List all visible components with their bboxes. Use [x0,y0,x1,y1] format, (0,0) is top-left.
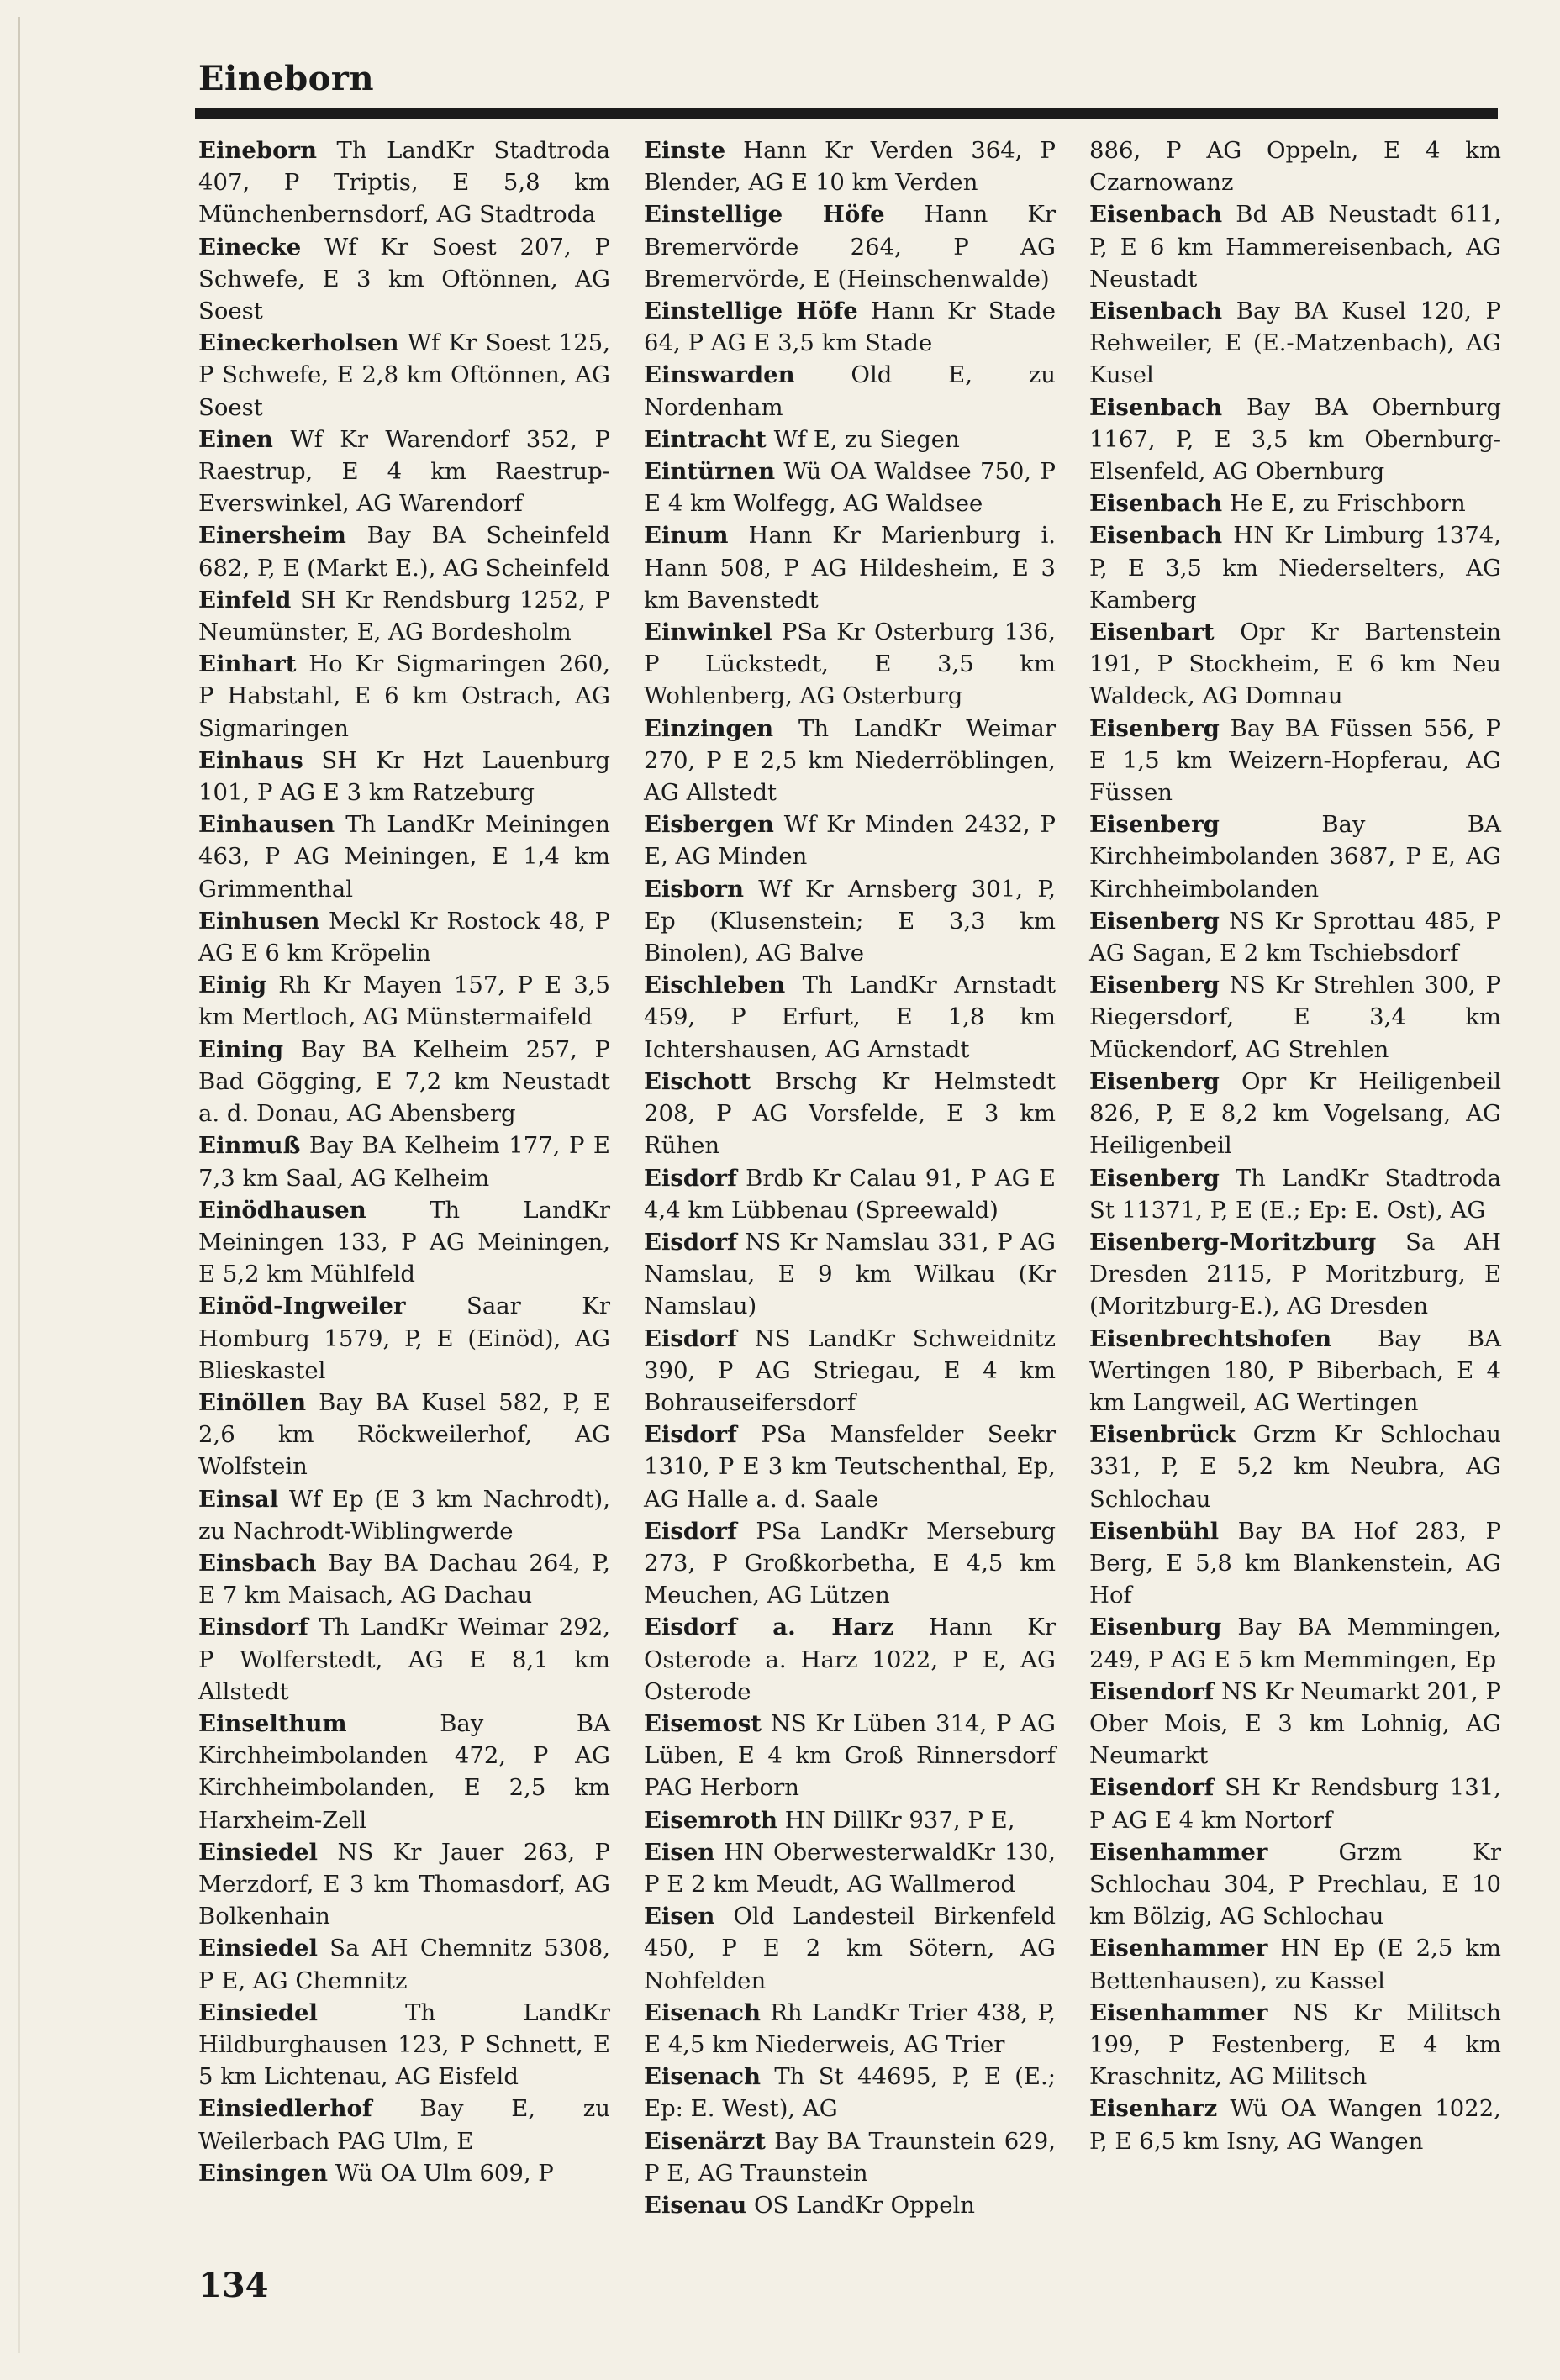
gazetteer-entry [644,713,1056,809]
entry-headword: Eintracht [644,425,767,453]
gazetteer-entry [644,1708,1056,1804]
column-2 [644,134,1056,2235]
entry-headword: Eisdorf [644,1164,737,1192]
gazetteer-entry [644,2125,1056,2189]
entry-headword: Eisenhammer [1089,1838,1268,1866]
entry-headword: Eisenberg [1089,811,1220,839]
gazetteer-entry [198,1290,610,1387]
gazetteer-entry [644,1836,1056,1900]
gazetteer-entry [198,1611,610,1708]
gazetteer-entry [1089,295,1501,392]
entry-text: Bay BA Wertingen 180, P Biberbach, E 4 km Langweil, AG Wertingen [1089,1324,1501,1416]
entry-headword: Einen [198,425,273,453]
entry-headword: Einfeld [198,586,292,613]
gazetteer-entry [198,134,610,231]
header-rule [195,108,1498,119]
entry-headword: Einöllen [198,1388,307,1416]
entry-headword: Einhaus [198,746,303,774]
gazetteer-entry [198,1034,610,1130]
entry-headword: Einum [644,522,729,550]
gazetteer-entry [1089,1997,1501,2093]
gazetteer-entry [1089,1676,1501,1772]
gazetteer-entry [198,1836,610,1933]
entry-text: Ho Kr Sigmaringen 260, P Habstahl, E 6 km Ostrach, AG Sigmaringen [198,650,610,742]
gazetteer-entry [644,519,1056,616]
gazetteer-entry [1089,1419,1501,1515]
gazetteer-entry [644,295,1056,359]
entry-headword: Eisenbach [1089,298,1223,325]
entry-headword: Eisenbühl [1089,1517,1220,1545]
entry-text: HN DillKr 937, P E, [784,1806,1015,1834]
gazetteer-entry [1089,905,1501,969]
entry-headword: Einsdorf [198,1614,308,1641]
entry-text: Grzm Kr Schlochau 304, P Prechlau, E 10 km Bölzig, AG Schlochau [1089,1838,1501,1930]
entry-text: Bay BA Kirchheimbolanden 472, P AG Kirchheimbolanden, E 2,5 km Harxheim-Zell [198,1709,610,1834]
entry-text: NS Kr Militsch 199, P Festenberg, E 4 km Kraschnitz, AG Militsch [1089,1998,1501,2091]
gazetteer-entry [644,808,1056,872]
gazetteer-entry [644,1515,1056,1612]
entry-text: 886, P AG Oppeln, E 4 km Czarnowanz [1089,137,1501,197]
entry-headword: Einhausen [198,811,335,839]
gazetteer-entry [1089,487,1501,519]
gazetteer-entry [198,424,610,520]
entry-headword: Eisenberg-Moritzburg [1089,1228,1377,1256]
entry-text: HN Ep (E 2,5 km Bettenhausen), zu Kassel [1089,1935,1502,1994]
entry-text: Bay E, zu Weilerbach PAG Ulm, E [198,2095,610,2155]
entry-headword: Eisemroth [644,1806,778,1834]
gazetteer-entry [644,1323,1056,1419]
entry-text: Th LandKr Stadtroda St 11371, P, E (E.; Ep: E. Ost), AG [1089,1164,1501,1224]
entry-headword: Einmuß [198,1132,301,1160]
entry-text: HN Kr Limburg 1374, P, E 3,5 km Niederselters, AG Kamberg [1089,522,1501,613]
entry-headword: Eisenbart [1089,619,1215,646]
entry-text: Wf Kr Minden 2432, P E, AG Minden [644,811,1056,871]
gazetteer-entry [198,745,610,808]
entry-headword: Eisenhammer [1089,1935,1268,1962]
entry-headword: Eisenach [644,1998,761,2026]
entry-text: NS Kr Lüben 314, P AG Lüben, E 4 km Groß Rinnersdorf PAG Herborn [644,1709,1056,1802]
entry-text: PSa LandKr Merseburg 273, P Großkorbetha, E 4,5 km Meuchen, AG Lützen [644,1517,1056,1609]
gazetteer-entry [644,1804,1056,1836]
entry-headword: Eisenbach [1089,490,1223,518]
entry-text: Th LandKr Hildburghausen 123, P Schnett, E 5 km Lichtenau, AG Eisfeld [198,1998,610,2091]
entry-text: Bay BA Kelheim 257, P Bad Gögging, E 7,2 km Neustadt a. d. Donau, AG Abensberg [198,1035,610,1128]
entry-headword: Eisenberg [1089,971,1220,999]
entry-text: SH Kr Hzt Lauenburg 101, P AG E 3 km Ratzeburg [198,746,610,807]
entry-headword: Einhusen [198,907,320,935]
entry-headword: Eisdorf [644,1517,737,1545]
entry-text: Th LandKr Meiningen 463, P AG Meiningen, E 1,4 km Grimmenthal [198,811,611,903]
entry-text: Bay BA Memmingen, 249, P AG E 5 km Memmingen, Ep [1089,1614,1501,1673]
entry-headword: Eisenau [644,2192,747,2219]
entry-headword: Eischott [644,1067,751,1095]
entry-headword: Eisendorf [1089,1677,1215,1705]
gazetteer-entry [1089,1611,1501,1675]
entry-headword: Einsiedel [198,1935,318,1962]
entry-headword: Eisenberg [1089,907,1220,935]
entry-text: NS Kr Jauer 263, P Merzdorf, E 3 km Thomasdorf, AG Bolkenhain [198,1838,611,1930]
entry-text: Brdb Kr Calau 91, P AG E 4,4 km Lübbenau (Spreewald) [644,1164,1056,1224]
entry-headword: Einersheim [198,522,346,550]
entry-headword: Eisdorf a. Harz [644,1614,894,1641]
entry-headword: Eischleben [644,971,786,999]
entry-headword: Eisendorf [1089,1774,1215,1802]
gazetteer-entry [1089,198,1501,295]
entry-headword: Einhart [198,650,297,678]
entry-headword: Eisenbrechtshofen [1089,1324,1332,1352]
gazetteer-entry [1089,1836,1501,1933]
gazetteer-entry [644,1900,1056,1997]
page-edge-shadow [18,17,20,2353]
entry-headword: Einselthum [198,1709,347,1737]
entry-headword: Eineborn [198,137,317,164]
entry-text: NS Kr Sprottau 485, P AG Sagan, E 2 km Tschiebsdorf [1089,907,1501,967]
gazetteer-entry [644,1162,1056,1226]
entry-headword: Eisenach [644,2063,761,2091]
entry-headword: Einecke [198,233,302,261]
entry-text: Hann Kr Stade 64, P AG E 3,5 km Stade [644,298,1057,357]
entry-headword: Eisborn [644,875,744,903]
entry-text: Sa AH Dresden 2115, P Moritzburg, E (Moritzburg-E.), AG Dresden [1089,1228,1501,1320]
entry-headword: Eisenbach [1089,522,1223,550]
gazetteer-entry [198,1997,610,2093]
gazetteer-entry [198,648,610,745]
gazetteer-entry [198,1387,610,1483]
entry-headword: Eisenbrück [1089,1421,1236,1449]
entry-text: Wf E, zu Siegen [773,425,960,453]
entry-text: Th LandKr Stadtroda 407, P Triptis, E 5,8 km Münchenbernsdorf, AG Stadtroda [198,137,610,229]
entry-text: Opr Kr Bartenstein 191, P Stockheim, E 6 km Neu Waldeck, AG Domnau [1089,619,1502,710]
entry-text: Hann Kr Bremervörde 264, P AG Bremervörde, E (Heinschenwalde) [644,201,1057,292]
gazetteer-entry [644,616,1056,713]
entry-text: NS LandKr Schweidnitz 390, P AG Striegau, E 4 km Bohrauseifersdorf [644,1324,1056,1416]
entry-headword: Eisenhammer [1089,1998,1268,2026]
entry-headword: Einstellige Höfe [644,298,858,325]
entry-headword: Eisenbach [1089,393,1223,421]
gazetteer-entry [644,359,1056,423]
entry-text: Grzm Kr Schlochau 331, P, E 5,2 km Neubra, AG Schlochau [1089,1421,1502,1513]
gazetteer-entry [644,969,1056,1066]
entry-text: Th LandKr Weimar 270, P E 2,5 km Niederröblingen, AG Allstedt [644,714,1056,807]
gazetteer-entry [644,1611,1056,1708]
gazetteer-entry [1089,713,1501,809]
gazetteer-entry [1089,616,1501,713]
entry-text: Saar Kr Homburg 1579, P, E (Einöd), AG Blieskastel [198,1293,610,1384]
gazetteer-entry [1089,1226,1501,1323]
entry-headword: Einste [644,137,726,164]
entry-text: Bay BA Hof 283, P Berg, E 5,8 km Blankenstein, AG Hof [1089,1517,1502,1609]
entry-columns [198,134,1501,2235]
entry-headword: Eisenburg [1089,1614,1222,1641]
entry-text: SH Kr Rendsburg 131, P AG E 4 km Nortorf [1089,1774,1501,1834]
gazetteer-entry [644,2189,1056,2221]
gazetteer-entry [198,969,610,1033]
gazetteer-entry [644,1226,1056,1323]
entry-headword: Eisdorf [644,1228,737,1256]
gazetteer-entry [198,808,610,905]
entry-text: Th LandKr Weimar 292, P Wolferstedt, AG E 8,1 km Allstedt [198,1614,610,1705]
gazetteer-entry [644,873,1056,970]
gazetteer-entry [198,327,610,424]
entry-headword: Eisenberg [1089,1067,1220,1095]
entry-text: Opr Kr Heiligenbeil 826, P, E 8,2 km Vogelsang, AG Heiligenbeil [1089,1067,1502,1160]
entry-headword: Einzingen [644,714,774,742]
gazetteer-entry [644,1066,1056,1162]
entry-headword: Eisenärzt [644,2127,767,2155]
entry-text: PSa Mansfelder Seekr 1310, P E 3 km Teutschenthal, Ep, AG Halle a. d. Saale [644,1421,1056,1513]
entry-text: Bay BA Scheinfeld 682, P, E (Markt E.), AG Scheinfeld [198,522,610,582]
entry-headword: Eintürnen [644,458,776,486]
entry-text: Rh Kr Mayen 157, P E 3,5 km Mertloch, AG Münstermaifeld [198,971,610,1031]
entry-text: Bay BA Kirchheimbolanden 3687, P E, AG Kirchheimbolanden [1089,811,1501,903]
gazetteer-entry [1089,1932,1501,1996]
entry-text: Wf Ep (E 3 km Nachrodt), zu Nachrodt-Wiblingwerde [198,1485,610,1545]
entry-text: OS LandKr Oppeln [753,2192,976,2219]
entry-text: Old Landesteil Birkenfeld 450, P E 2 km Sötern, AG Nohfelden [644,1903,1056,1994]
entry-headword: Einwinkel [644,619,772,646]
gazetteer-entry [644,1997,1056,2061]
entry-headword: Eisen [644,1903,715,1930]
entry-headword: Eisemost [644,1709,762,1737]
gazetteer-entry [1089,1323,1501,1419]
entry-headword: Eisdorf [644,1421,737,1449]
gazetteer-entry [1089,1066,1501,1162]
entry-headword: Einstellige Höfe [644,201,885,229]
gazetteer-entry [644,2061,1056,2125]
entry-text: Th St 44695, P, E (E.; Ep: E. West), AG [644,2063,1056,2123]
gazetteer-entry [1089,969,1501,1066]
gazetteer-entry [1089,1515,1501,1612]
entry-text: Brschg Kr Helmstedt 208, P AG Vorsfelde, E 3 km Rühen [644,1067,1057,1160]
entry-text: He E, zu Frischborn [1229,490,1466,518]
gazetteer-entry [1089,2093,1501,2156]
entry-text: Bay BA Kelheim 177, P E 7,3 km Saal, AG Kelheim [198,1132,610,1192]
gazetteer-entry [198,1194,610,1291]
entry-text: Th LandKr Meiningen 133, P AG Meiningen, E 5,2 km Mühlfeld [198,1196,610,1288]
entry-text: Bay BA Dachau 264, P, E 7 km Maisach, AG Dachau [198,1549,610,1609]
entry-headword: Eisenberg [1089,1164,1220,1192]
entry-headword: Eineckerholsen [198,329,399,357]
entry-text: PSa Kr Osterburg 136, P Lückstedt, E 3,5 km Wohlenberg, AG Osterburg [644,619,1056,710]
entry-headword: Eisen [644,1838,715,1866]
entry-text: Bay BA Obernburg 1167, P, E 3,5 km Obernburg-Elsenfeld, AG Obernburg [1089,393,1501,486]
gazetteer-entry [198,2157,610,2189]
gazetteer-entry [1089,392,1501,488]
entry-text: Wü OA Ulm 609, P [335,2159,554,2187]
entry-headword: Einsiedel [198,1838,318,1866]
entry-headword: Eisenbach [1089,201,1223,229]
entry-headword: Eisenberg [1089,714,1220,742]
entry-text: Bay BA Kusel 120, P Rehweiler, E (E.-Matzenbach), AG Kusel [1089,298,1501,389]
entry-text: Hann Kr Marienburg i. Hann 508, P AG Hildesheim, E 3 km Bavenstedt [644,522,1056,613]
gazetteer-entry [644,1419,1056,1515]
entry-headword: Einöd-Ingweiler [198,1293,406,1320]
gazetteer-entry [198,1129,610,1193]
entry-headword: Einsal [198,1485,279,1513]
entry-text: Old E, zu Nordenham [644,361,1056,421]
entry-text: Wf Kr Soest 125, P Schwefe, E 2,8 km Oftönnen, AG Soest [198,329,610,421]
entry-headword: Eisdorf [644,1324,737,1352]
gazetteer-entry [1089,519,1501,616]
gazetteer-entry [198,905,610,969]
gazetteer-entry [198,1932,610,1996]
gazetteer-entry [1089,1772,1501,1835]
gazetteer-entry [644,134,1056,198]
gazetteer-entry [198,584,610,648]
gazetteer-entry [1089,134,1501,198]
entry-text: Wf Kr Warendorf 352, P Raestrup, E 4 km Raestrup-Everswinkel, AG Warendorf [198,425,610,518]
column-1 [198,134,610,2235]
column-3 [1089,134,1501,2235]
entry-headword: Einödhausen [198,1196,366,1224]
gazetteer-entry [644,424,1056,455]
entry-text: Meckl Kr Rostock 48, P AG E 6 km Kröpelin [198,907,610,967]
entry-text: Th LandKr Arnstadt 459, P Erfurt, E 1,8 km Ichtershausen, AG Arnstadt [644,971,1056,1063]
entry-text: Wü OA Waldsee 750, P E 4 km Wolfegg, AG Waldsee [644,458,1056,518]
entry-headword: Einsingen [198,2159,329,2187]
entry-headword: Eining [198,1035,284,1063]
gazetteer-entry [198,1483,610,1547]
entry-text: NS Kr Strehlen 300, P Riegersdorf, E 3,4 km Mückendorf, AG Strehlen [1089,971,1501,1063]
entry-text: Bd AB Neustadt 611, P, E 6 km Hammereisenbach, AG Neustadt [1089,201,1501,292]
entry-text: Bay BA Füssen 556, P E 1,5 km Weizern-Hopferau, AG Füssen [1089,714,1501,807]
page-number: 134 [198,2266,269,2305]
entry-headword: Einsiedel [198,1998,318,2026]
entry-text: Bay BA Kusel 582, P, E 2,6 km Röckweilerhof, AG Wolfstein [198,1388,610,1481]
entry-text: Hann Kr Verden 364, P Blender, AG E 10 km Verden [644,137,1056,197]
entry-headword: Einswarden [644,361,795,389]
gazetteer-entry [1089,1162,1501,1226]
gazetteer-entry [1089,808,1501,905]
gazetteer-entry [198,1547,610,1611]
entry-headword: Einsiedlerhof [198,2095,372,2123]
entry-text: Wü OA Wangen 1022, P, E 6,5 km Isny, AG Wangen [1089,2095,1501,2155]
entry-text: Bay BA Traunstein 629, P E, AG Traunstein [644,2127,1056,2187]
gazetteer-entry [644,455,1056,519]
entry-headword: Eisenharz [1089,2095,1218,2123]
entry-headword: Eisbergen [644,811,774,839]
entry-text: Sa AH Chemnitz 5308, P E, AG Chemnitz [198,1935,610,1994]
entry-text: HN OberwesterwaldKr 130, P E 2 km Meudt, AG Wallmerod [644,1838,1056,1898]
entry-text: SH Kr Rendsburg 1252, P Neumünster, E, AG Bordesholm [198,586,610,646]
entry-headword: Einig [198,971,267,999]
entry-text: Hann Kr Osterode a. Harz 1022, P E, AG Osterode [644,1614,1056,1705]
gazetteer-entry [198,231,610,328]
running-head: Eineborn [198,59,375,98]
entry-text: Rh LandKr Trier 438, P, E 4,5 km Niederweis, AG Trier [644,1998,1056,2058]
entry-text: Wf Kr Soest 207, P Schwefe, E 3 km Oftönnen, AG Soest [198,233,610,325]
gazetteer-entry [198,519,610,583]
entry-text: NS Kr Namslau 331, P AG Namslau, E 9 km Wilkau (Kr Namslau) [644,1228,1056,1320]
entry-text: Wf Kr Arnsberg 301, P, Ep (Klusenstein; E 3,3 km Binolen), AG Balve [644,875,1056,967]
entry-headword: Einsbach [198,1549,317,1577]
gazetteer-entry [644,198,1056,295]
entry-text: NS Kr Neumarkt 201, P Ober Mois, E 3 km Lohnig, AG Neumarkt [1089,1677,1501,1770]
gazetteer-entry [198,2093,610,2156]
gazetteer-entry [198,1708,610,1836]
